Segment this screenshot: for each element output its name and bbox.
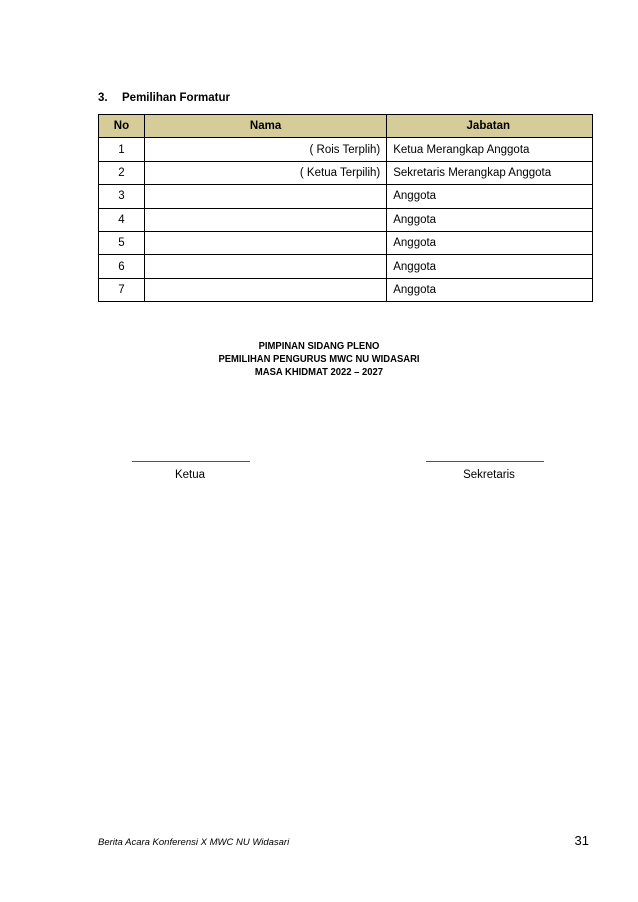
cell-jabatan: Anggota <box>387 231 593 254</box>
cell-no: 3 <box>99 185 145 208</box>
section-heading <box>98 92 230 104</box>
cell-nama <box>144 185 386 208</box>
formatur-table <box>98 114 593 302</box>
header-jabatan: Jabatan <box>387 115 593 138</box>
cell-no: 5 <box>99 231 145 254</box>
cell-nama <box>144 278 386 301</box>
table-row <box>99 208 593 231</box>
cell-jabatan: Ketua Merangkap Anggota <box>387 138 593 161</box>
cell-no: 1 <box>99 138 145 161</box>
cell-no: 6 <box>99 255 145 278</box>
page-number: 31 <box>574 833 589 848</box>
cell-jabatan: Anggota <box>387 255 593 278</box>
pimpinan-line-2: PEMILIHAN PENGURUS MWC NU WIDASARI <box>218 353 420 365</box>
pimpinan-heading <box>0 340 638 379</box>
cell-nama: ( Rois Terplih) <box>144 138 386 161</box>
cell-no: 7 <box>99 278 145 301</box>
ketua-signature-line <box>132 461 250 462</box>
cell-no: 4 <box>99 208 145 231</box>
section-title-text: Pemilihan Formatur <box>122 92 230 104</box>
sekretaris-signature-line <box>426 461 544 462</box>
sekretaris-label: Sekretaris <box>463 469 515 481</box>
table-row <box>99 231 593 254</box>
pimpinan-line-3: MASA KHIDMAT 2022 – 2027 <box>254 366 384 378</box>
cell-nama: ( Ketua Terpilih) <box>144 161 386 184</box>
cell-jabatan: Anggota <box>387 208 593 231</box>
cell-nama <box>144 231 386 254</box>
table-row <box>99 161 593 184</box>
ketua-label: Ketua <box>174 469 206 481</box>
header-no: No <box>99 115 145 138</box>
cell-jabatan: Anggota <box>387 185 593 208</box>
cell-nama <box>144 255 386 278</box>
header-nama: Nama <box>144 115 386 138</box>
table-row <box>99 138 593 161</box>
section-number: 3. <box>98 92 108 104</box>
cell-jabatan: Sekretaris Merangkap Anggota <box>387 161 593 184</box>
cell-no: 2 <box>99 161 145 184</box>
table-header-row <box>99 115 593 138</box>
table-row <box>99 185 593 208</box>
cell-nama <box>144 208 386 231</box>
footer-text: Berita Acara Konferensi X MWC NU Widasari <box>98 837 290 848</box>
cell-jabatan: Anggota <box>387 278 593 301</box>
table-row <box>99 255 593 278</box>
pimpinan-line-1: PIMPINAN SIDANG PLENO <box>258 340 380 352</box>
table-row <box>99 278 593 301</box>
